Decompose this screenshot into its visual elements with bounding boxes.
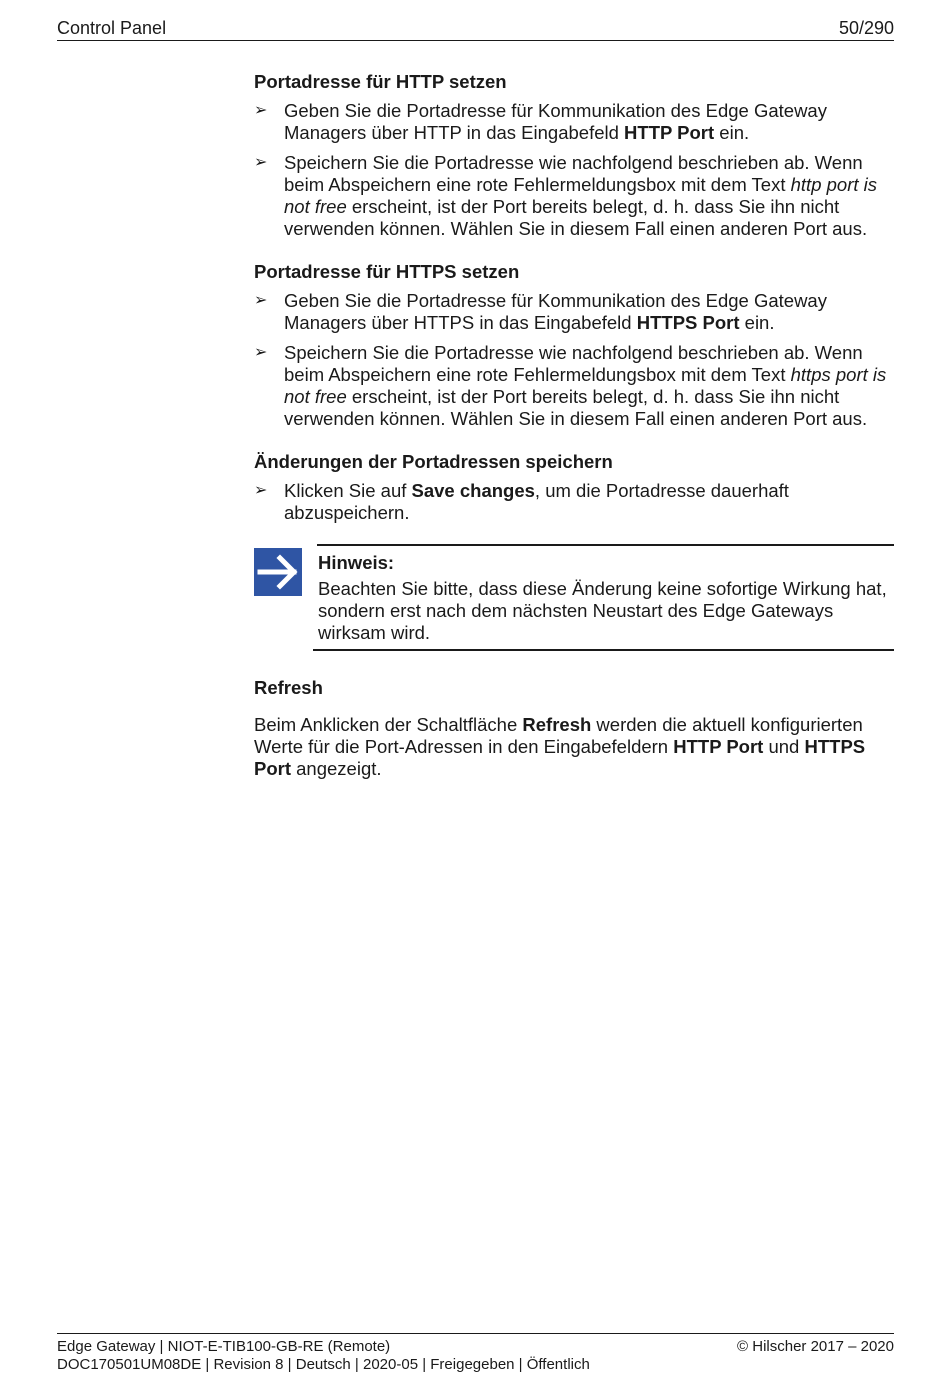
main-content bbox=[254, 70, 894, 780]
step-item bbox=[254, 100, 894, 144]
field-name: HTTPS Port bbox=[636, 312, 740, 333]
step-text: , um die Portadresse dauerhaft abzuspeichern. bbox=[284, 480, 789, 523]
field-name: HTTPS Port bbox=[254, 736, 866, 779]
step-text: erscheint, ist der Port bereits belegt, d. h. dass Sie ihn nicht verwenden können. Wählen Sie in diesem Fall einen anderen Port aus. bbox=[284, 196, 868, 239]
page-number: 50/290 bbox=[838, 18, 894, 38]
bullet-arrow-icon: ➢ bbox=[254, 344, 268, 361]
section-heading: Portadresse für HTTPS setzen bbox=[254, 261, 520, 282]
step-text: Klicken Sie auf bbox=[284, 480, 412, 501]
arrow-right-icon-graphic bbox=[254, 548, 302, 596]
footer-doc-info: DOC170501UM08DE | Revision 8 | Deutsch | 2020-05 | Freigegeben | Öffentlich bbox=[57, 1356, 590, 1373]
step-list bbox=[254, 100, 894, 240]
section-heading: Refresh bbox=[254, 677, 323, 698]
bullet-arrow-icon: ➢ bbox=[254, 154, 268, 171]
section-save bbox=[254, 450, 894, 524]
field-name: HTTP Port bbox=[673, 736, 764, 757]
step-text: ein. bbox=[739, 312, 775, 333]
button-name: Save changes bbox=[411, 480, 535, 501]
error-message-text: https port is not free bbox=[284, 364, 887, 407]
step-text: Geben Sie die Portadresse für Kommunikation des Edge Gateway Managers über HTTPS in das Eingabefeld bbox=[284, 290, 827, 333]
paragraph-text: werden die aktuell konfigurierten Werte für die Port-Adressen in den Eingabefeldern bbox=[254, 714, 863, 757]
page-footer bbox=[57, 1333, 894, 1373]
footer-copyright: © Hilscher 2017 – 2020 bbox=[737, 1338, 894, 1355]
field-name: HTTP Port bbox=[624, 122, 715, 143]
step-list bbox=[254, 480, 894, 524]
paragraph-text: Beim Anklicken der Schaltfläche bbox=[254, 714, 523, 735]
step-item bbox=[254, 290, 894, 334]
note-bottom-rule bbox=[313, 649, 894, 651]
footer-product: Edge Gateway | NIOT-E-TIB100-GB-RE (Remote) bbox=[57, 1338, 391, 1355]
section-https bbox=[254, 260, 894, 430]
bullet-arrow-icon: ➢ bbox=[254, 102, 268, 119]
section-heading: Änderungen der Portadressen speichern bbox=[254, 451, 613, 472]
bullet-arrow-icon: ➢ bbox=[254, 292, 268, 309]
section-heading: Portadresse für HTTP setzen bbox=[254, 71, 507, 92]
step-item bbox=[254, 480, 894, 524]
note-title: Hinweis: bbox=[318, 552, 395, 573]
step-text: ein. bbox=[714, 122, 750, 143]
note-top-rule bbox=[317, 544, 894, 546]
step-text: Geben Sie die Portadresse für Kommunikation des Edge Gateway Managers über HTTP in das Eingabefeld bbox=[284, 100, 827, 143]
paragraph-text: angezeigt. bbox=[291, 758, 382, 779]
section-refresh bbox=[254, 676, 894, 780]
error-message-text: http port is not free bbox=[284, 174, 878, 217]
note-box bbox=[254, 544, 894, 652]
step-text: erscheint, ist der Port bereits belegt, d. h. dass Sie ihn nicht verwenden können. Wählen Sie in diesem Fall einen anderen Port aus. bbox=[284, 386, 868, 429]
paragraph-text: und bbox=[763, 736, 805, 757]
arrow-right-icon bbox=[254, 548, 302, 596]
note-text: Beachten Sie bitte, dass diese Änderung keine sofortige Wirkung hat, sondern erst nach dem nächsten Neustart des Edge Gateways wirksam wird. bbox=[318, 578, 887, 643]
page-header bbox=[57, 14, 894, 41]
refresh-paragraph bbox=[254, 714, 894, 780]
step-text: Speichern Sie die Portadresse wie nachfolgend beschrieben ab. Wenn beim Abspeichern eine rote Fehlermeldungsbox mit dem Text bbox=[284, 342, 863, 385]
header-title: Control Panel bbox=[57, 18, 167, 38]
step-item bbox=[254, 342, 894, 430]
step-text: Speichern Sie die Portadresse wie nachfolgend beschrieben ab. Wenn beim Abspeichern eine rote Fehlermeldungsbox mit dem Text bbox=[284, 152, 863, 195]
section-http bbox=[254, 70, 894, 240]
step-item bbox=[254, 152, 894, 240]
bullet-arrow-icon: ➢ bbox=[254, 482, 268, 499]
step-list bbox=[254, 290, 894, 430]
button-name: Refresh bbox=[522, 714, 592, 735]
